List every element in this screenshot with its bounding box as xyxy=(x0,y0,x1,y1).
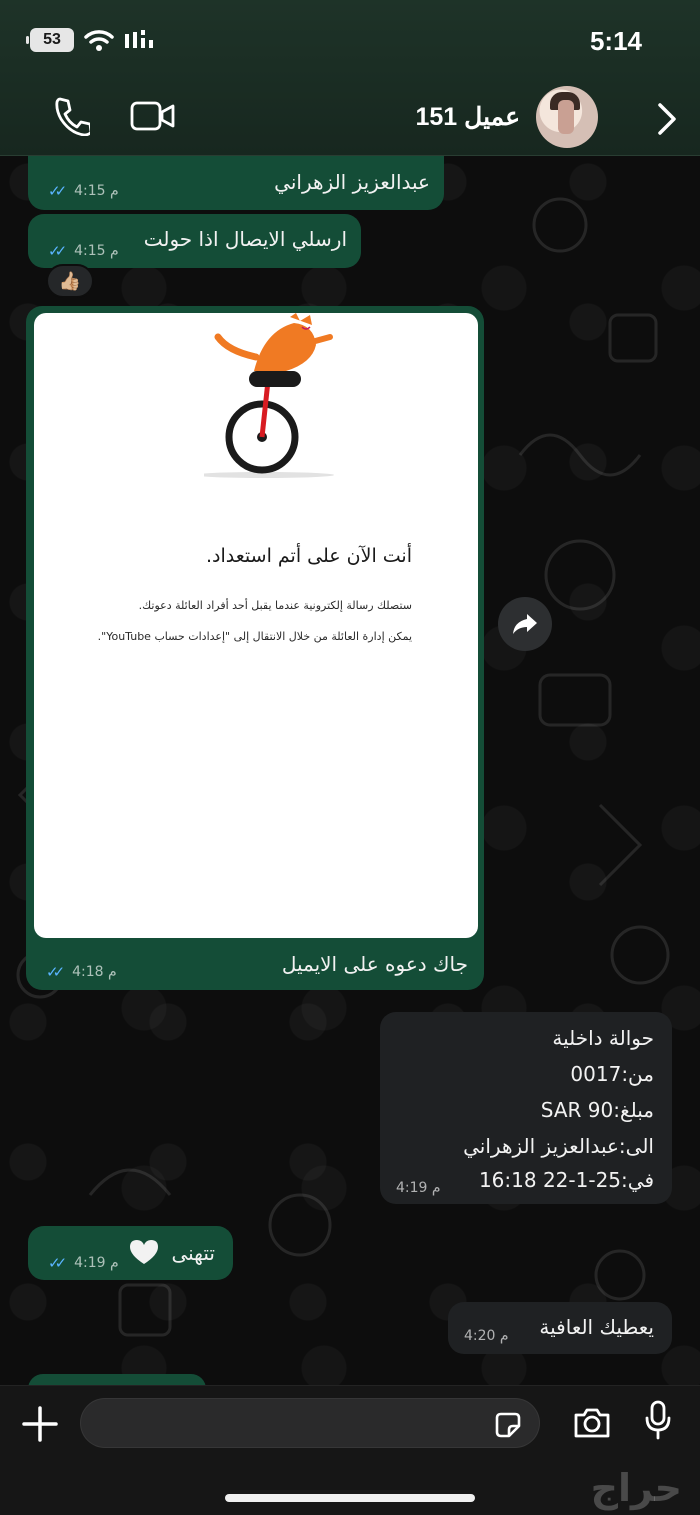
read-ticks-icon: ✓✓ xyxy=(48,182,62,200)
message-line: من:0017 xyxy=(570,1062,654,1086)
white-heart-icon xyxy=(128,1238,160,1266)
message-time: 4:19 م xyxy=(396,1180,441,1196)
read-ticks-icon: ✓✓ xyxy=(48,242,62,260)
message-bubble[interactable] xyxy=(448,1302,672,1354)
thumbs-up-icon: 👍🏼 xyxy=(58,270,82,292)
avatar[interactable] xyxy=(536,86,598,148)
message-line: مبلغ:SAR 90 xyxy=(540,1098,654,1122)
message-meta xyxy=(46,963,117,981)
message-line: في:25-1-22 16:18 xyxy=(478,1168,654,1192)
message-bubble[interactable] xyxy=(28,214,361,268)
message-meta xyxy=(464,1328,509,1344)
composer-bar xyxy=(0,1385,700,1515)
read-ticks-icon: ✓✓ xyxy=(48,1254,62,1272)
battery-level: 53 xyxy=(43,31,61,48)
chat-header xyxy=(0,0,700,156)
forward-button[interactable] xyxy=(498,597,552,651)
message-time: 4:20 م xyxy=(464,1328,509,1344)
read-ticks-icon: ✓✓ xyxy=(46,963,60,981)
card-line: يمكن إدارة العائلة من خلال الانتقال إلى "إعدادات حساب YouTube". xyxy=(97,630,412,643)
home-indicator xyxy=(225,1494,475,1502)
signal-icon xyxy=(124,28,158,52)
avatar-face xyxy=(558,100,574,134)
message-time: 4:19 م xyxy=(74,1255,119,1271)
video-call-icon[interactable] xyxy=(130,100,176,132)
image-attachment[interactable] xyxy=(34,313,478,938)
message-line: حوالة داخلية xyxy=(552,1026,654,1050)
wifi-icon xyxy=(84,28,114,52)
message-meta xyxy=(396,1180,441,1196)
cat-unicycle-illustration xyxy=(204,313,344,483)
message-text: تتهنى xyxy=(171,1241,215,1265)
status-indicators xyxy=(30,28,158,52)
reaction-badge[interactable] xyxy=(46,264,94,298)
chevron-right-icon[interactable] xyxy=(656,102,680,136)
message-text: عبدالعزيز الزهراني xyxy=(274,170,430,194)
microphone-icon[interactable] xyxy=(644,1400,672,1442)
message-bubble[interactable] xyxy=(28,156,444,210)
message-text: يعطيك العافية xyxy=(539,1315,654,1339)
plus-icon[interactable] xyxy=(20,1404,60,1444)
message-meta xyxy=(48,242,119,260)
card-title: أنت الآن على أتم استعداد. xyxy=(206,545,412,567)
battery-icon xyxy=(30,28,74,52)
message-line: الى:عبدالعزيز الزهراني xyxy=(463,1134,654,1158)
message-text: ارسلي الايصال اذا حولت xyxy=(143,227,347,251)
forward-icon xyxy=(511,612,539,636)
message-text: جاك دعوه على الايميل xyxy=(281,952,468,976)
message-bubble[interactable] xyxy=(380,1012,672,1204)
message-meta xyxy=(48,1254,119,1272)
sticker-icon[interactable] xyxy=(493,1410,523,1440)
watermark: حراج xyxy=(590,1466,682,1510)
status-time: 5:14 xyxy=(589,26,642,56)
message-time: 4:15 م xyxy=(74,183,119,199)
message-meta xyxy=(48,182,119,200)
message-time: 4:18 م xyxy=(72,964,117,980)
message-time: 4:15 م xyxy=(74,243,119,259)
contact-name[interactable]: عميل 151 xyxy=(415,103,520,131)
card-line: ستصلك رسالة إلكترونية عندما يقبل أحد أفراد العائلة دعوتك. xyxy=(138,599,412,612)
voice-call-icon[interactable] xyxy=(52,96,90,136)
message-input[interactable] xyxy=(80,1398,540,1448)
camera-icon[interactable] xyxy=(572,1406,612,1440)
